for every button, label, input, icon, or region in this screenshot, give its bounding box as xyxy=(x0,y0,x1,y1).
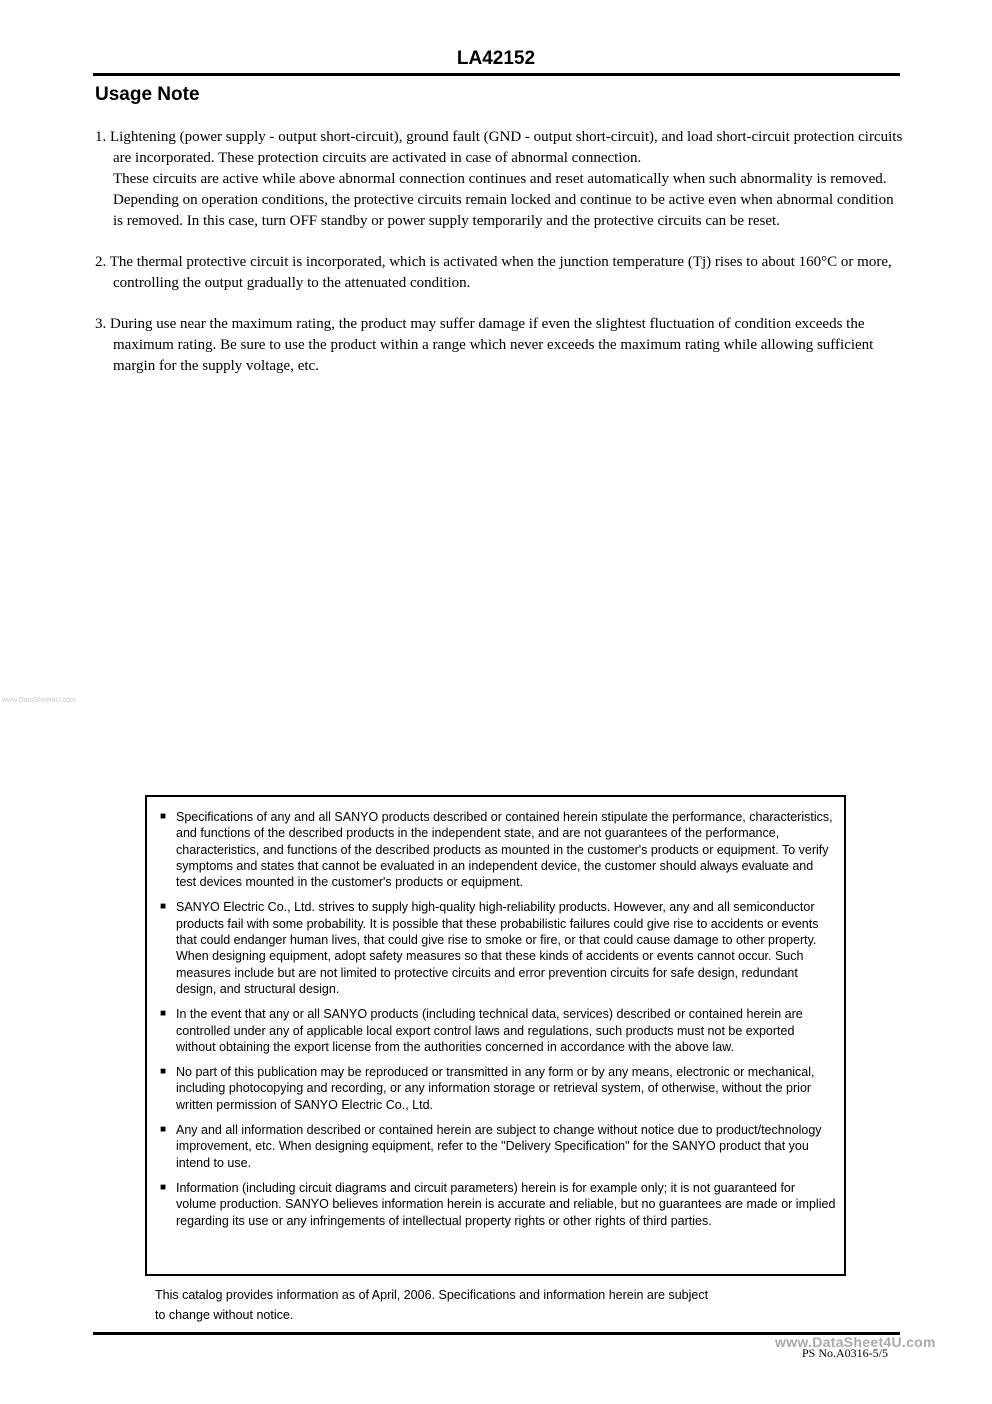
disclaimer-text: SANYO Electric Co., Ltd. strives to supply high-quality high-reliability products. However, any and all semiconductor products fail with some probability. It is possible that these probabilistic failures could give rise to accidents or events that could endanger human lives, that could give rise to smoke or fire, or that could cause damage to other property. When designing equipment, adopt safety measures so that these kinds of accidents or events cannot occur. Such measures include but are not limited to protective circuits and error prevention circuits for safe design, redundant design, and structural design. xyxy=(176,900,819,996)
footer-watermark: www.DataSheet4U.com xyxy=(775,1334,936,1350)
square-bullet-icon: ■ xyxy=(160,1124,167,1136)
usage-note-1-paragraph-3: Depending on operation conditions, the protective circuits remain locked and continue to be active even when abnormal condition is removed. In this case, turn OFF standby or power supply temporarily and the protective circuits can be reset. xyxy=(113,192,894,229)
catalog-note xyxy=(155,1285,815,1325)
disclaimer-text: In the event that any or all SANYO products (including technical data, services) described or contained herein are controlled under any of applicable local export control laws and regulations, such products must not be exported without obtaining the export license from the authorities concerned in accordance with the above law. xyxy=(176,1007,803,1054)
usage-note-item-1 xyxy=(95,127,905,232)
disclaimer-item xyxy=(160,899,836,997)
disclaimer-item xyxy=(160,809,836,890)
disclaimer-list xyxy=(147,797,844,1229)
header-divider xyxy=(93,73,900,76)
disclaimer-text: No part of this publication may be reproduced or transmitted in any form or by any means, electronic or mechanical, including photocopying and recording, or any information storage or retrieval system, of otherwise, without the prior written permission of SANYO Electric Co., Ltd. xyxy=(176,1065,815,1112)
document-number: PS No.A0316-5/5 xyxy=(802,1346,889,1360)
usage-note-item-2 xyxy=(95,252,905,294)
usage-note-heading: Usage Note xyxy=(95,84,200,105)
square-bullet-icon: ■ xyxy=(160,811,167,822)
disclaimer-text: Specifications of any and all SANYO products described or contained herein stipulate the performance, characteristics, and functions of the described products in the independent state, and are not guarantees of the performance, characteristics, and functions of the described products as mounted in the customer's products or equipment. To verify symptoms and states that cannot be evaluated in an independent device, the customer should always evaluate and test devices mounted in the customer's products or equipment. xyxy=(176,810,833,890)
disclaimer-item xyxy=(160,1180,836,1229)
square-bullet-icon: ■ xyxy=(160,901,167,913)
disclaimer-text: Information (including circuit diagrams and circuit parameters) herein is for example only; it is not guaranteed for volume production. SANYO believes information herein is accurate and reliable, but no guarantees are made or implied regarding its use or any infringements of intellectual property rights or other rights of third parties. xyxy=(176,1180,836,1228)
usage-note-1-paragraph-2: These circuits are active while above abnormal connection continues and reset automatically when such abnormality is removed. xyxy=(113,171,887,187)
usage-note-list xyxy=(95,127,905,397)
catalog-note-line-1: This catalog provides information as of April, 2006. Specifications and information herein are subject xyxy=(155,1288,709,1302)
disclaimer-box xyxy=(145,795,846,1276)
disclaimer-item xyxy=(160,1122,836,1171)
page-title: LA42152 xyxy=(456,48,536,69)
catalog-note-line-2: to change without notice. xyxy=(155,1308,294,1322)
usage-note-3-lead: 3. During use near the maximum rating, the product may suffer damage if even the slightest fluctuation of condition exceeds the maximum rating. Be sure to use the product within a range which never exceeds the maximum rating while allowing sufficient margin for the supply voltage, etc. xyxy=(95,316,874,374)
square-bullet-icon: ■ xyxy=(160,1008,167,1020)
disclaimer-text: Any and all information described or contained herein are subject to change without notice due to product/technology improvement, etc. When designing equipment, refer to the "Delivery Specification" for the SANYO product that you intend to use. xyxy=(176,1123,822,1170)
square-bullet-icon: ■ xyxy=(160,1066,167,1078)
square-bullet-icon: ■ xyxy=(160,1181,167,1193)
side-watermark: www.DataSheet4U.com xyxy=(2,697,76,704)
disclaimer-item xyxy=(160,1064,836,1113)
usage-note-item-3 xyxy=(95,314,905,377)
usage-note-1-lead: 1. Lightening (power supply - output short-circuit), ground fault (GND - output short-circuit), and load short-circuit protection circuits are incorporated. These protection circuits are activated in case of abnormal connection. xyxy=(95,129,903,166)
usage-note-2-lead: 2. The thermal protective circuit is incorporated, which is activated when the junction temperature (Tj) rises to about 160°C or more, controlling the output gradually to the attenuated condition. xyxy=(95,254,892,291)
disclaimer-item xyxy=(160,1006,836,1055)
